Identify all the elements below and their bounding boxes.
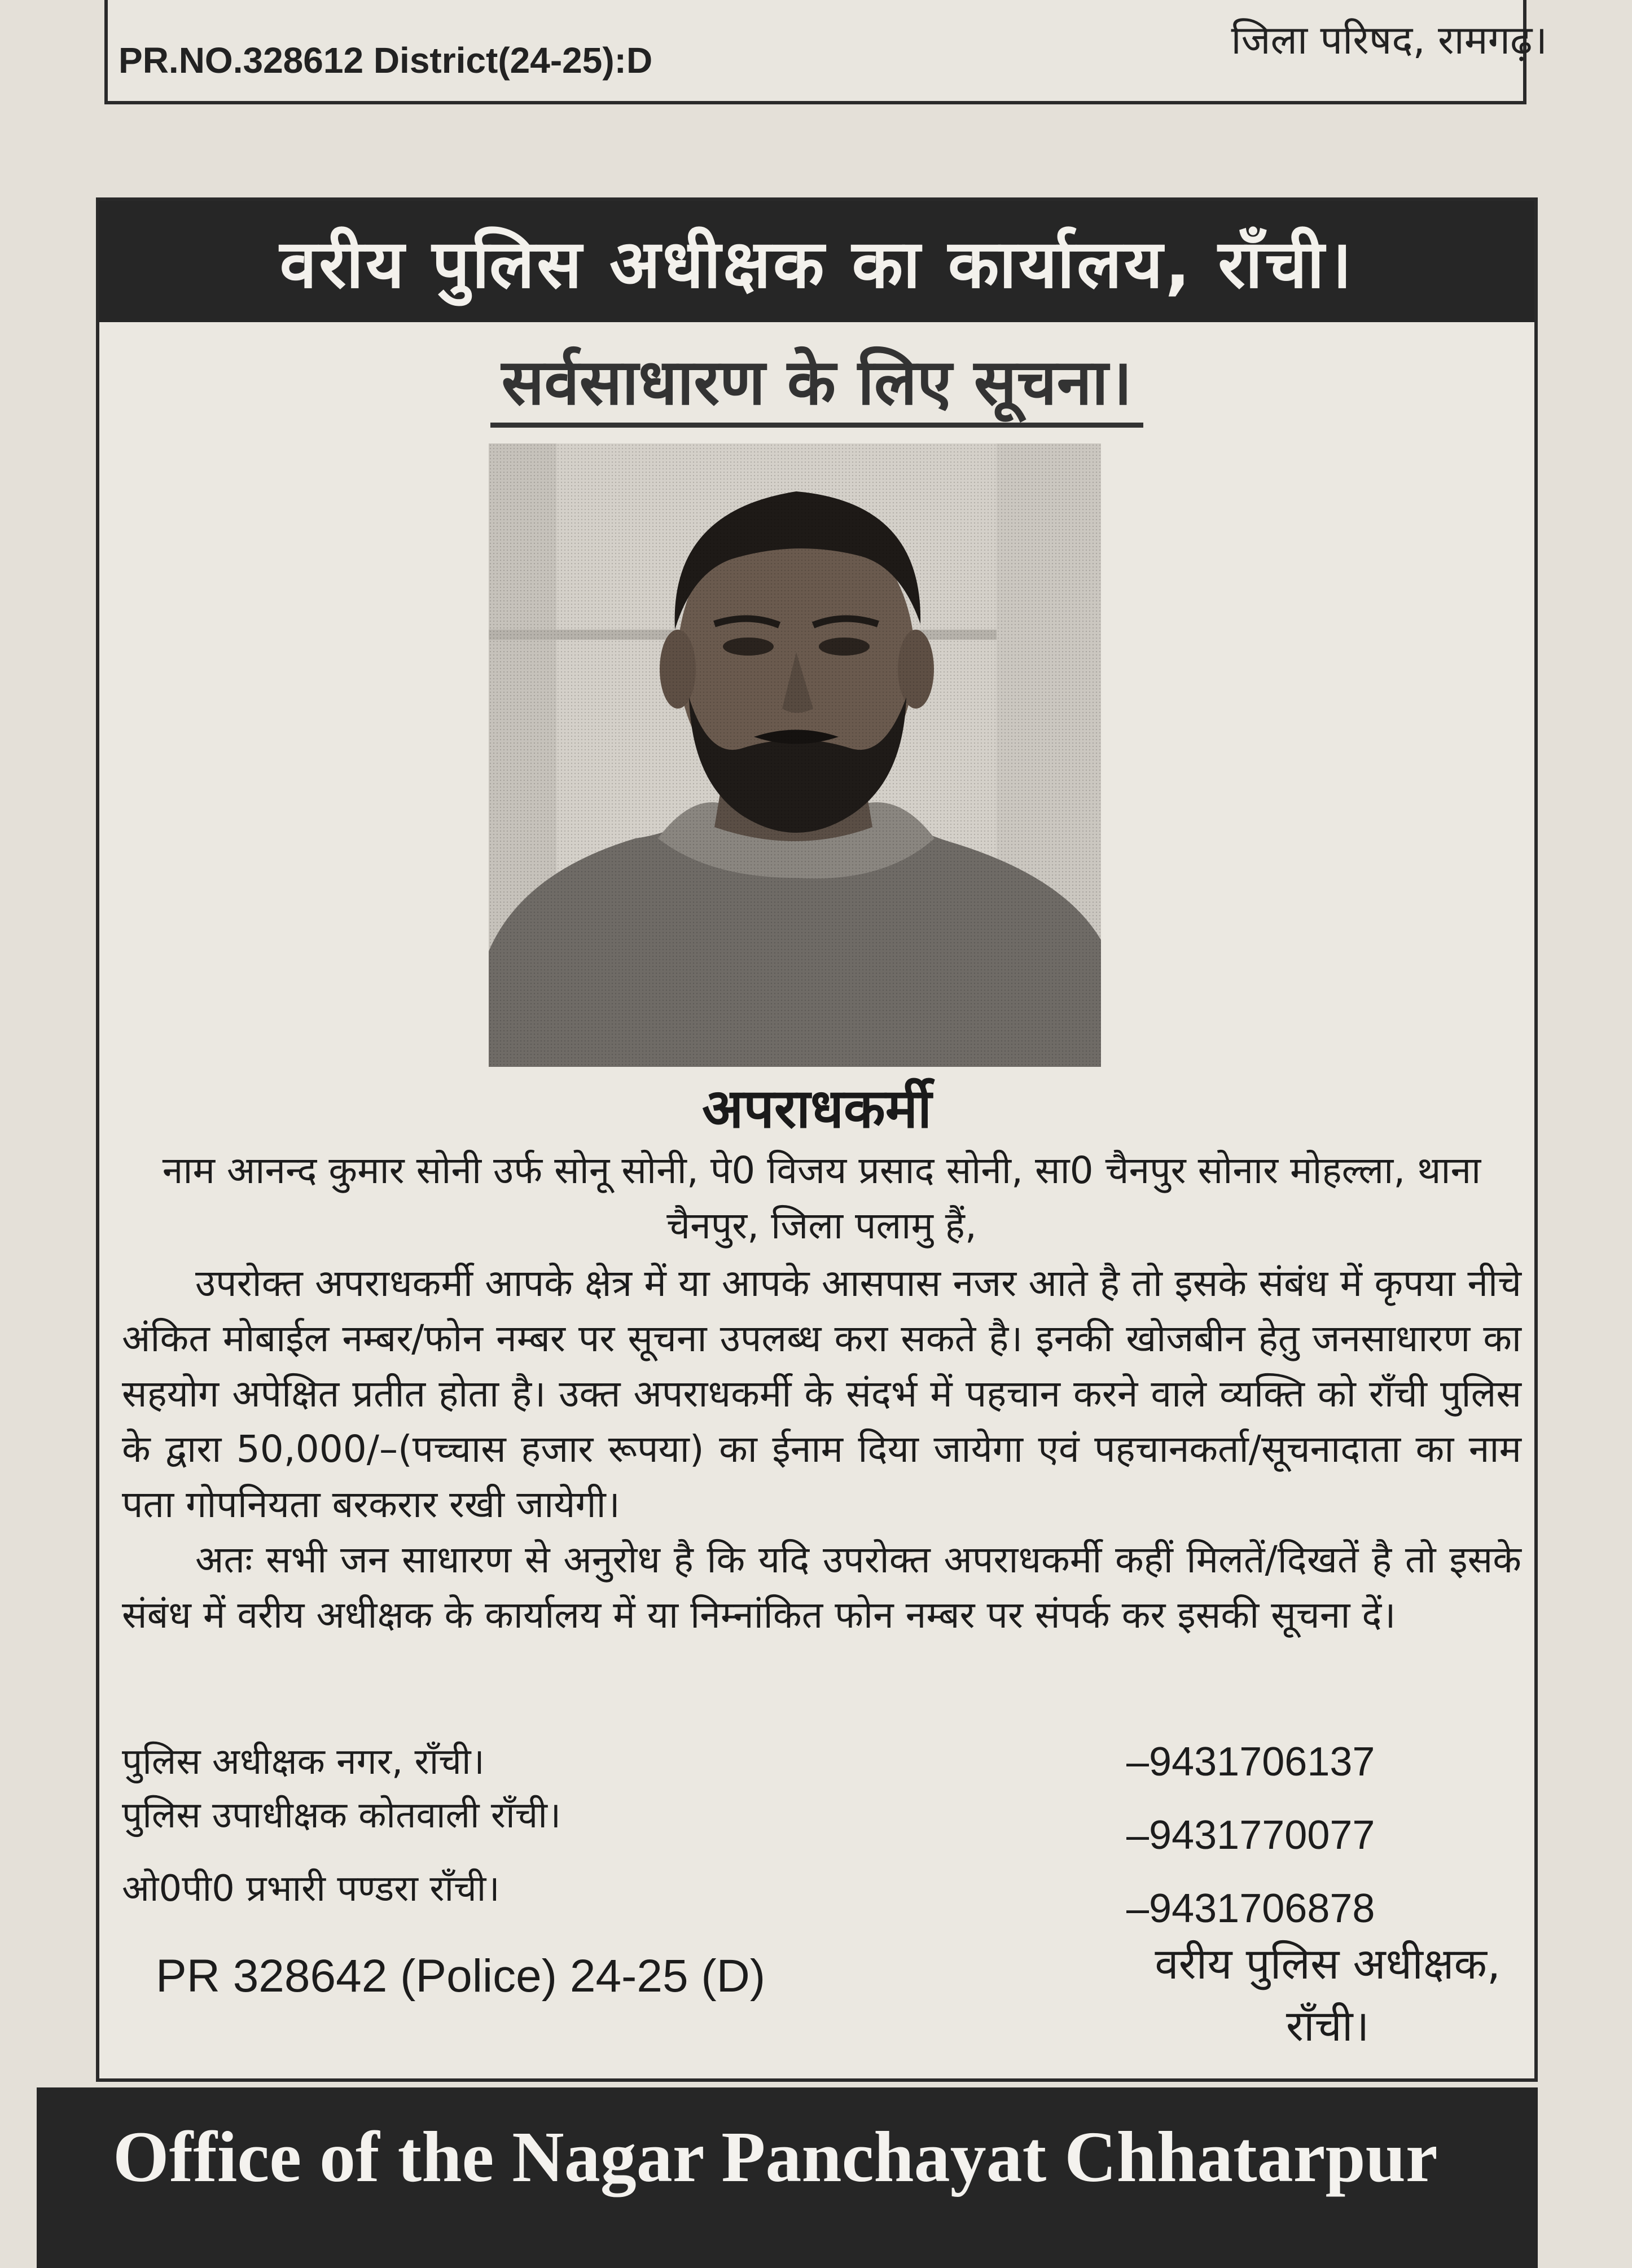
contact-phone: –9431770077: [1126, 1813, 1375, 1858]
contact-label: ओ0पी0 प्रभारी पण्डरा राँची।: [122, 1868, 500, 1910]
signature-place: राँची।: [1286, 2001, 1370, 2051]
contact-list: [122, 1735, 1521, 1936]
police-notice: [96, 197, 1538, 2082]
photo-caption: अपराधकर्मी: [701, 1077, 932, 1140]
notice-paragraph-1: उपरोक्त अपराधकर्मी आपके क्षेत्र में या आपके आसपास नजर आते है तो इसके संबंध में कृपया नीचे अंकित मोबाईल नम्बर/फोन नम्बर पर सूचना उपलब्ध करा सकते है। इनकी खोजबीन हेतु जनसाधारण का सहयोग अपेक्षित प्रतीत होता है। उक्त अपराधकर्मी के संदर्भ में पहचान करने वाले व्यक्ति को राँची पुलिस के द्वारा 50,000/–(पच्चास हजार रूपया) का ईनाम दिया जायेगा एवं पहचानकर्ता/सूचनादाता का नाम पता गोपनियता बरकरार रखी जायेगी।: [122, 1262, 1521, 1526]
contact-phone: –9431706137: [1126, 1739, 1375, 1784]
suspect-name-line: नाम आनन्द कुमार सोनी उर्फ सोनू सोनी, पे0 विजय प्रसाद सोनी, सा0 चैनपुर सोनार मोहल्ला, थाना चैनपुर, जिला पलामु हैं,: [162, 1149, 1481, 1247]
top-ad-office: जिला परिषद, रामगढ़।: [1231, 17, 1547, 63]
notice-subtitle: [99, 336, 1534, 423]
notice-paragraph-2: अतः सभी जन साधारण से अनुरोध है कि यदि उपरोक्त अपराधकर्मी कहीं मिलतें/दिखतें है तो इसके संबंध में वरीय अधीक्षक के कार्यालय में या निम्नांकित फोन नम्बर पर संपर्क कर इसकी सूचना दें।: [122, 1538, 1521, 1637]
notice-body: [122, 1143, 1521, 1643]
signature-block: [1155, 1933, 1501, 2057]
contact-label: पुलिस उपाधीक्षक कोतवाली राँची।: [122, 1795, 561, 1836]
suspect-photo-image: [489, 443, 1101, 1067]
top-ad-pr-number: PR.NO.328612 District(24-25):D: [119, 40, 653, 81]
notice-header: वरीय पुलिस अधीक्षक का कार्यालय, राँची।: [99, 201, 1534, 322]
suspect-photo: [489, 443, 1101, 1067]
contact-row: [122, 1735, 1521, 1789]
contact-row: [122, 1789, 1521, 1862]
signature-title: वरीय पुलिस अधीक्षक,: [1155, 1939, 1501, 1989]
contact-label: पुलिस अधीक्षक नगर, राँची।: [122, 1741, 485, 1783]
notice-pr-number: PR 328642 (Police) 24-25 (D): [156, 1950, 766, 2002]
contact-row: [122, 1862, 1521, 1936]
bottom-ad-title: Office of the Nagar Panchayat Chhatarpur: [113, 2117, 1438, 2197]
contact-phone: –9431706878: [1126, 1886, 1375, 1931]
notice-subtitle-text: सर्वसाधारण के लिए सूचना।: [490, 346, 1144, 428]
